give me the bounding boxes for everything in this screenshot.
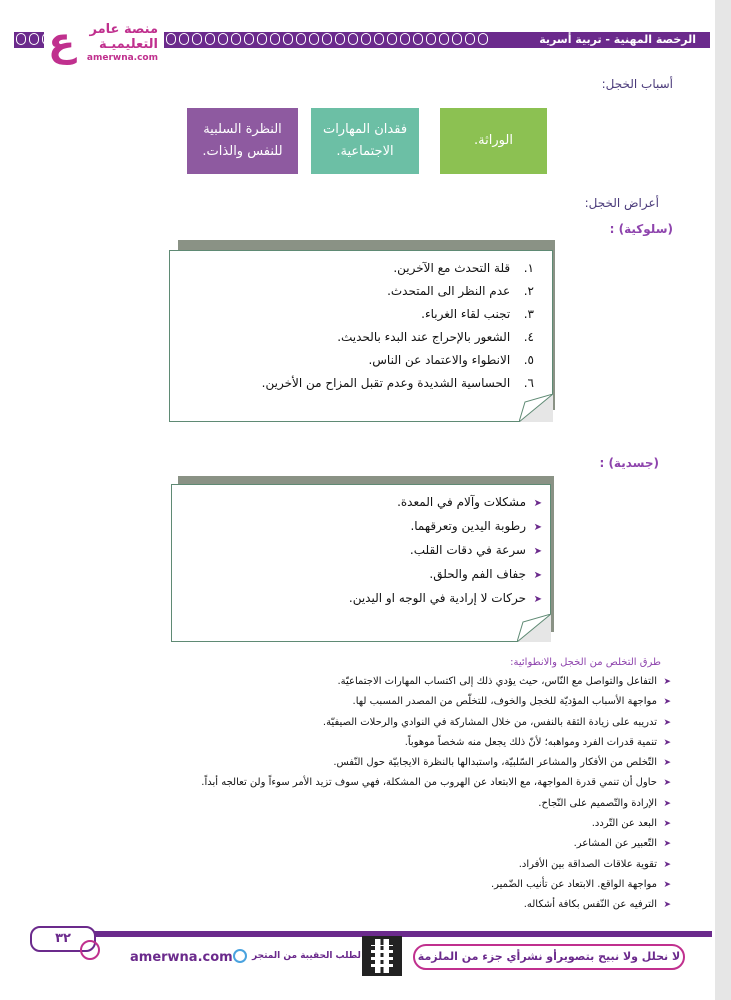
arrow-icon: ➤ (663, 879, 671, 890)
logo-line1: منصة عامر (89, 22, 158, 37)
list-item: ٣. تجنب لقاء الغرباء. (421, 307, 534, 321)
list-item: ➤حاول أن تنمي قدرة المواجهة، مع الابتعاد عن الهروب من المشكلة، فهي سوف تزيد الأمر سوءاً ولن تعالجه أبداً. (201, 773, 671, 793)
cause-box-heredity (440, 108, 547, 174)
page-fold-icon (519, 394, 553, 422)
list-item: ٢. عدم النظر الى المتحدث. (387, 284, 534, 298)
arrow-icon: ➤ (533, 594, 542, 605)
arrow-icon: ➤ (663, 900, 671, 911)
list-item: ➤مواجهة الأسباب المؤديّة للخجل والخوف، للتخلّص من المصدر المسبب لها. (201, 692, 671, 712)
list-item: ➤مشكلات وآلام في المعدة. (349, 491, 542, 515)
logo-line2: التعليميـة (99, 37, 158, 52)
list-item: ➤التّخلص من الأفكار والمشاعر السّلبيّة، واستبدالها بالنظرة الايجابيّة حول النّفس. (201, 753, 671, 773)
arrow-icon: ➤ (533, 570, 542, 581)
arrow-icon: ➤ (663, 819, 671, 830)
logo (44, 19, 164, 66)
arrow-icon: ➤ (663, 737, 671, 748)
arrow-icon: ➤ (663, 677, 671, 687)
arrow-icon: ➤ (663, 798, 671, 809)
causes-heading: أسباب الخجل: (601, 77, 673, 91)
logo-site: amerwna.com (86, 53, 158, 63)
behavioral-label: (سلوكية) : (609, 222, 673, 236)
list-item: ➤تقوية علاقات الصداقة بين الأفراد. (201, 855, 671, 875)
arrow-icon: ➤ (533, 498, 542, 509)
logo-glyph: ع (48, 19, 76, 65)
ways-list (201, 672, 671, 916)
footer-site-link[interactable]: amerwna.com (130, 950, 233, 965)
list-item: ➤رطوبة اليدين وتعرقهما. (349, 515, 542, 539)
list-item: ➤حركات لا إرادية في الوجه او اليدين. (349, 587, 542, 611)
list-item: ٦. الحساسية الشديدة وعدم تقبل المزاح من الأخرين. (261, 376, 534, 390)
list-item: ٥. الانطواء والاعتماد عن الناس. (368, 353, 534, 367)
arrow-icon: ➤ (663, 697, 671, 708)
physical-label: (جسدية) : (599, 456, 659, 470)
cause-label: فقدان المهارات الاجتماعية. (322, 122, 408, 159)
list-item: ١. قلة التحدث مع الآخرين. (393, 261, 534, 275)
globe-icon (233, 949, 247, 963)
list-item: ➤التفاعل والتواصل مع النّاس، حيث يؤدي ذلك إلى اكتساب المهارات الاجتماعيّة. (201, 672, 671, 692)
header-title: الرخصة المهنية - تربية أسرية (535, 32, 700, 48)
flower-icon (80, 940, 100, 960)
physical-note (171, 484, 551, 642)
arrow-icon: ➤ (663, 859, 671, 870)
ways-title: طرق التخلص من الخجل والانطوائية: (510, 657, 661, 668)
shop-text: لطلب الحقيبة من المتجر (252, 951, 361, 961)
arrow-icon: ➤ (533, 546, 542, 557)
arrow-icon: ➤ (663, 778, 671, 789)
list-item: ➤تنمية قدرات الفرد ومواهبه؛ لأنّ ذلك يجعل منه شخصاً موهوباً. (201, 733, 671, 753)
list-item: ➤الترفيه عن النّفس بكافة أشكاله. (201, 895, 671, 915)
arrow-icon: ➤ (533, 522, 542, 533)
arrow-icon: ➤ (663, 839, 671, 850)
behavioral-note (169, 250, 553, 422)
cause-label: النظرة السلبية للنفس والذات. (202, 122, 283, 159)
header-decoration (166, 33, 496, 47)
page-number: ٣٢ (30, 926, 96, 952)
behavioral-list (262, 257, 534, 395)
list-item: ➤مواجهة الواقع. الابتعاد عن تأنيب الضّمير. (201, 875, 671, 895)
cause-box-negative-view (187, 108, 298, 174)
list-item: ➤جفاف الفم والحلق. (349, 563, 542, 587)
list-item: ➤الإرادة والتّصميم على النّجاح. (201, 794, 671, 814)
page-fold-icon (517, 614, 551, 642)
cause-label: الوراثة. (474, 133, 513, 148)
qr-code[interactable] (362, 936, 402, 976)
list-item: ➤تدريبه على زيادة الثقة بالنفس، من خلال المشاركة في النوادي والرحلات الصيفيّة. (201, 713, 671, 733)
cause-box-skills (311, 108, 419, 174)
list-item: ➤البعد عن التّردد. (201, 814, 671, 834)
arrow-icon: ➤ (663, 717, 671, 728)
symptoms-heading: أعراض الخجل: (584, 196, 659, 210)
arrow-icon: ➤ (663, 758, 671, 769)
list-item: ٤. الشعور بالإحراج عند البدء بالحديث. (337, 330, 534, 344)
copyright-warning: لا نحلل ولا نبيح بتصويرأو نشرأي جزء من الملزمة (413, 944, 685, 970)
list-item: ➤التّعبير عن المشاعر. (201, 834, 671, 854)
physical-list (349, 491, 542, 611)
list-item: ➤سرعة في دقات القلب. (349, 539, 542, 563)
